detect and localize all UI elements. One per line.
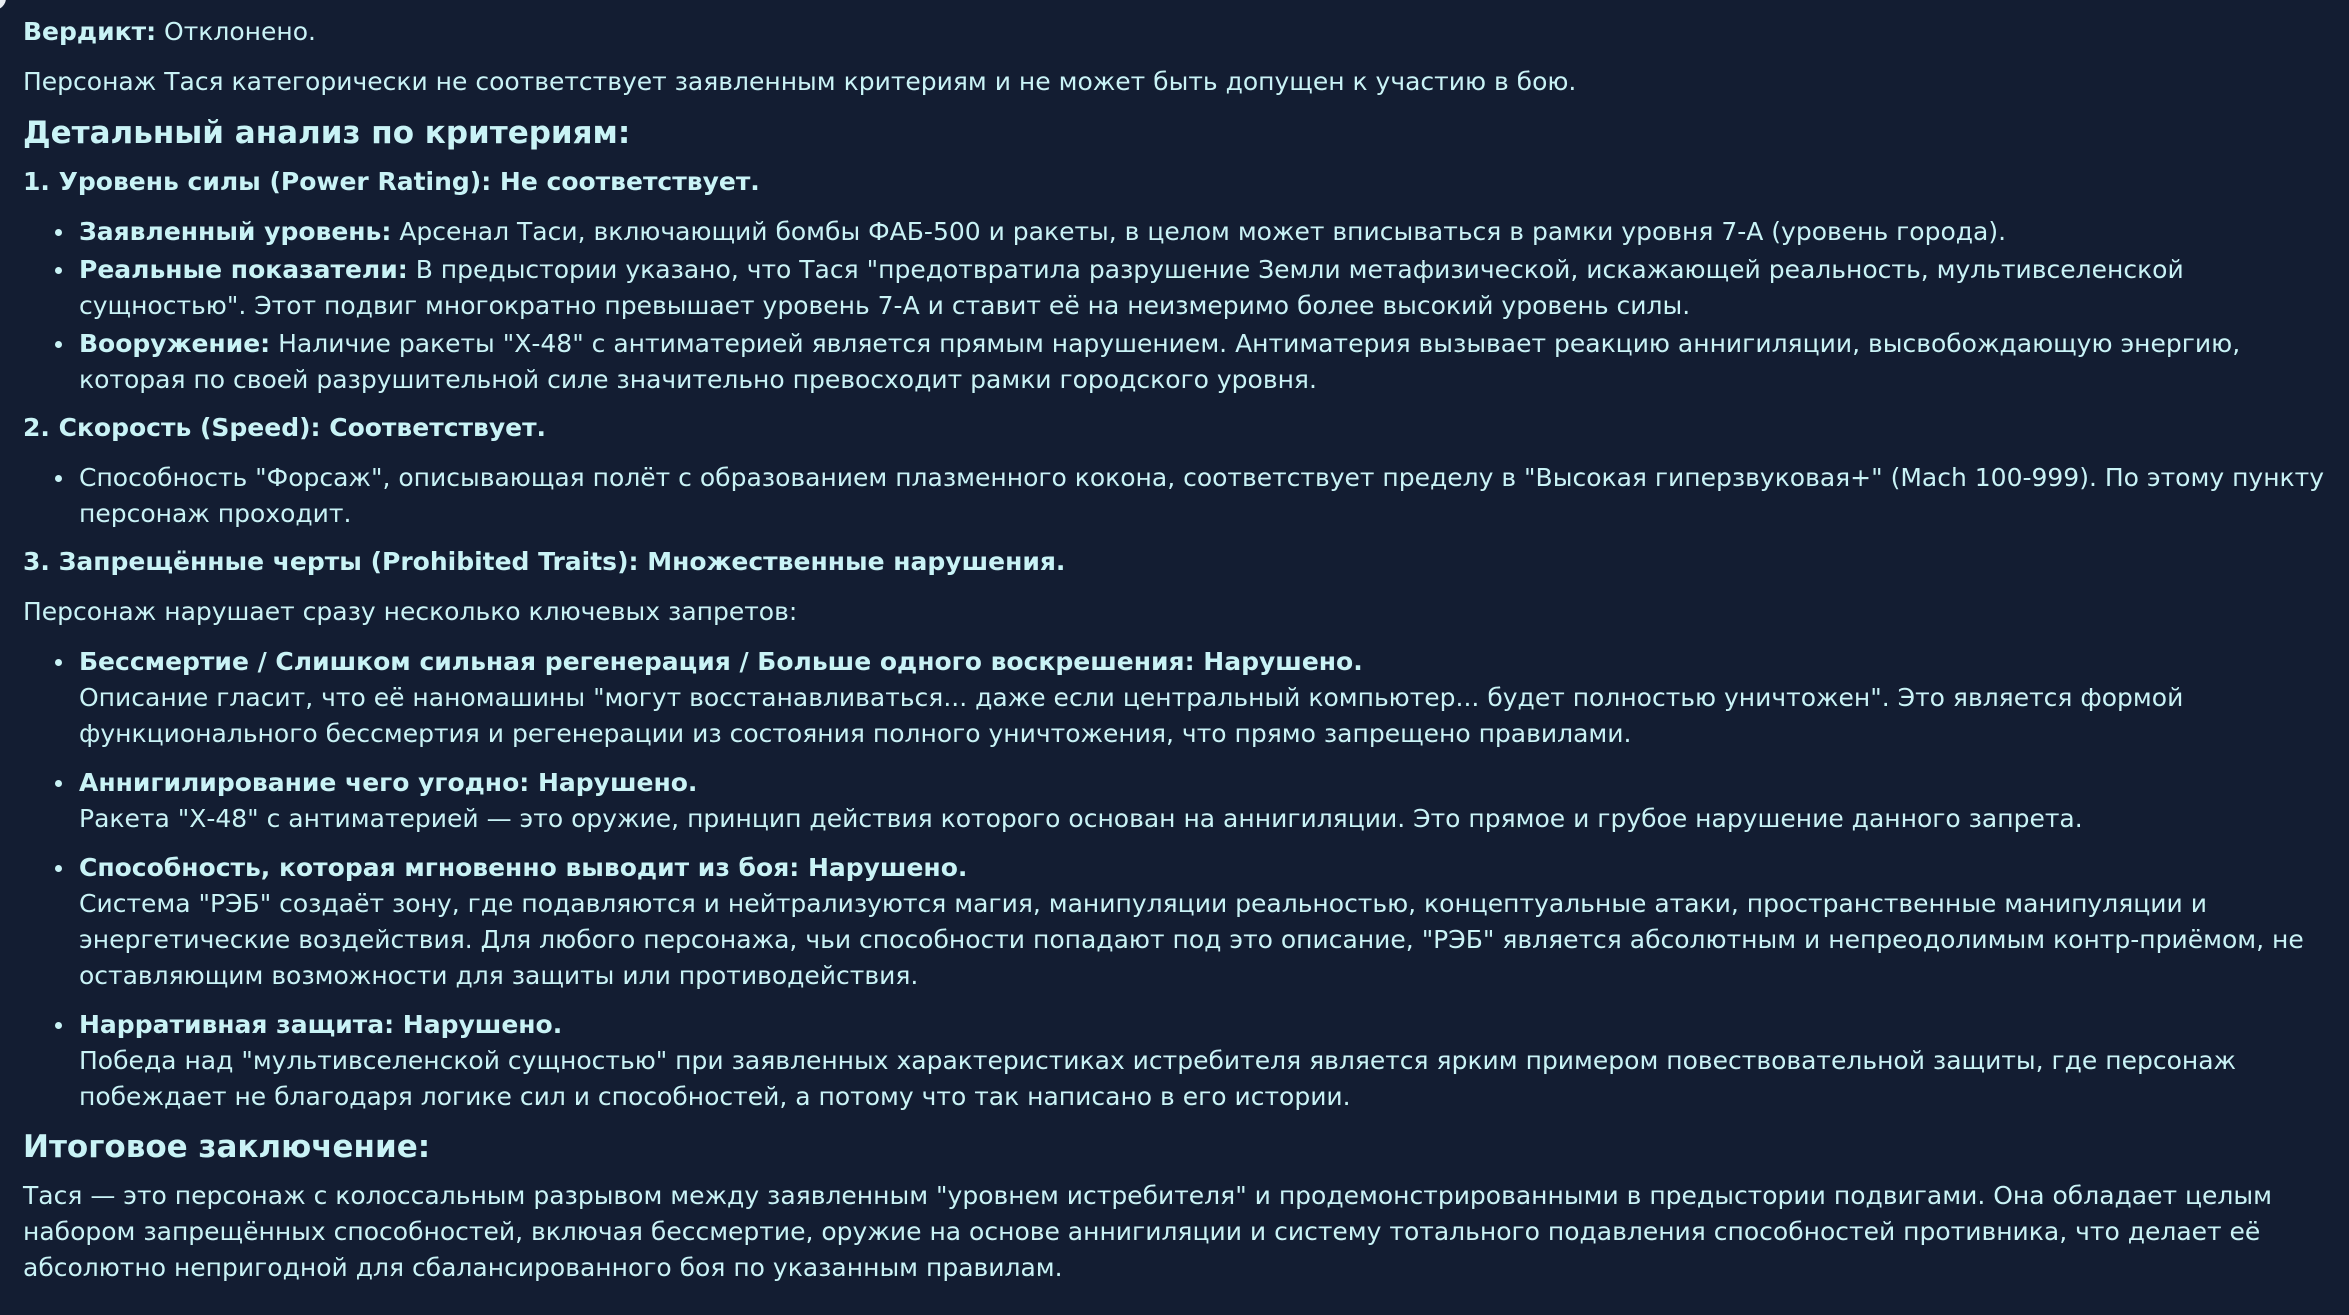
analysis-heading: Детальный анализ по критериям: <box>23 115 631 151</box>
intro-paragraph: Персонаж Тася категорически не соответствует заявленным критериям и не может быть допущен к участию в бою. <box>23 67 1577 96</box>
list-item <box>23 252 2327 324</box>
verdict-line <box>23 14 2327 50</box>
trait-body: Ракета "Х-48" с антиматерией — это оружие, принцип действия которого основан на аннигиляции. Это прямое и грубое нарушение данного запрета. <box>79 804 2083 833</box>
criterion-list-traits <box>23 644 2327 1115</box>
avatar <box>0 0 6 10</box>
verdict-value: Отклонено. <box>164 17 316 46</box>
list-item-lead: Реальные показатели: <box>79 255 408 284</box>
trait-body: Описание гласит, что её наномашины "могут восстанавливаться... даже если центральный компьютер... будет полностью уничтожен". Это является формой функционального бессмертия и регенерации из состояния полного уничтожения, что прямо запрещено правилами. <box>79 683 2184 748</box>
list-item <box>23 460 2327 532</box>
criterion-list-speed <box>23 460 2327 532</box>
criterion-heading-speed: 2. Скорость (Speed): Соответствует. <box>23 413 547 442</box>
list-item <box>23 214 2327 250</box>
list-item <box>23 644 2327 752</box>
criterion-list-power <box>23 214 2327 398</box>
list-item <box>23 765 2327 837</box>
list-item-lead: Вооружение: <box>79 329 271 358</box>
trait-title: Нарративная защита: Нарушено. <box>79 1010 563 1039</box>
conclusion-paragraph: Тася — это персонаж с колоссальным разрывом между заявленным "уровнем истребителя" и продемонстрированными в предыстории подвигами. Она обладает целым набором запрещённых способностей, включая бессмертие, оружие на основе аннигиляции и систему тотального подавления способностей противника, что делает её абсолютно непригодной для сбалансированного боя по указанным правилам. <box>23 1181 2272 1282</box>
list-item-text: Способность "Форсаж", описывающая полёт с образованием плазменного кокона, соответствует пределу в "Высокая гиперзвуковая+" (Mach 100-999). По этому пункту персонаж проходит. <box>79 463 2325 528</box>
list-item-lead: Заявленный уровень: <box>79 217 392 246</box>
criterion-heading-traits: 3. Запрещённые черты (Prohibited Traits): Множественные нарушения. <box>23 547 1066 576</box>
trait-body: Победа над "мультивселенской сущностью" при заявленных характеристиках истребителя является ярким примером повествовательной защиты, где персонаж побеждает не благодаря логике сил и способностей, а потому что так написано в его истории. <box>79 1046 2237 1111</box>
list-item-text: Наличие ракеты "Х-48" с антиматерией является прямым нарушением. Антиматерия вызывает реакцию аннигиляции, высвобождающую энергию, которая по своей разрушительной силе значительно превосходит рамки городского уровня. <box>79 329 2241 394</box>
verdict-label: Вердикт: <box>23 17 157 46</box>
trait-title: Бессмертие / Слишком сильная регенерация / Больше одного воскрешения: Нарушено. <box>79 647 1363 676</box>
criterion-heading-power: 1. Уровень силы (Power Rating): Не соответствует. <box>23 167 760 196</box>
conclusion-heading: Итоговое заключение: <box>23 1129 431 1165</box>
list-item <box>23 326 2327 398</box>
list-item <box>23 850 2327 994</box>
traits-intro: Персонаж нарушает сразу несколько ключевых запретов: <box>23 597 798 626</box>
trait-title: Способность, которая мгновенно выводит из боя: Нарушено. <box>79 853 968 882</box>
list-item-text: Арсенал Таси, включающий бомбы ФАБ-500 и ракеты, в целом может вписываться в рамки уровня 7-А (уровень города). <box>391 217 2007 246</box>
list-item <box>23 1007 2327 1115</box>
trait-body: Система "РЭБ" создаёт зону, где подавляются и нейтрализуются магия, манипуляции реальностью, концептуальные атаки, пространственные манипуляции и энергетические воздействия. Для любого персонажа, чьи способности попадают под это описание, "РЭБ" является абсолютным и непреодолимым контр-приёмом, не оставляющим возможности для защиты или противодействия. <box>79 889 2304 990</box>
list-item-text: В предыстории указано, что Тася "предотвратила разрушение Земли метафизической, искажающей реальность, мультивселенской сущностью". Этот подвиг многократно превышает уровень 7-А и ставит её на неизмеримо более высокий уровень силы. <box>79 255 2184 320</box>
trait-title: Аннигилирование чего угодно: Нарушено. <box>79 768 698 797</box>
